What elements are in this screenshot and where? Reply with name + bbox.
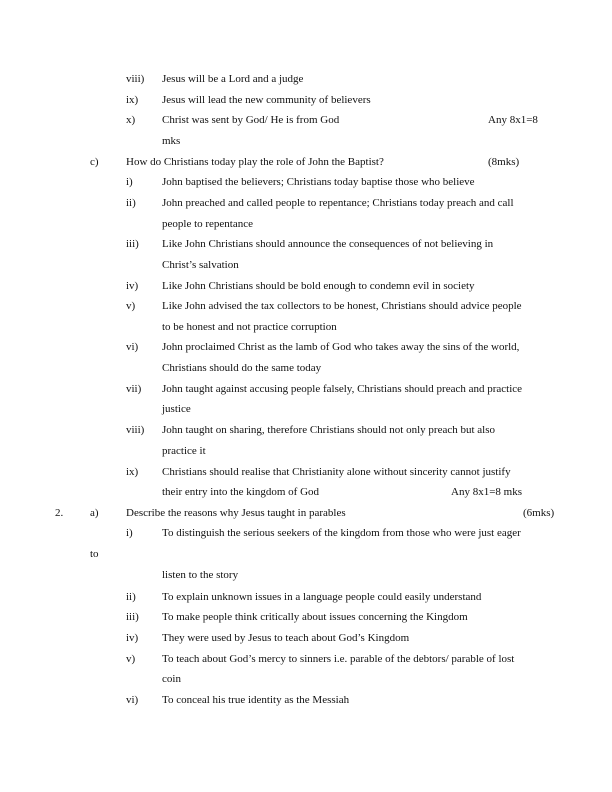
item-text: Christ’s salvation bbox=[162, 259, 239, 271]
item-number: ii) bbox=[126, 197, 136, 209]
item-text: coin bbox=[162, 673, 181, 685]
item-text: To make people think critically about issues concerning the Kingdom bbox=[162, 611, 468, 623]
item-number: vii) bbox=[126, 383, 142, 395]
item-text: John preached and called people to repentance; Christians today preach and call bbox=[162, 197, 514, 209]
item-number: viii) bbox=[126, 73, 145, 85]
item-text: Jesus will be a Lord and a judge bbox=[162, 73, 304, 85]
item-text: John taught against accusing people falsely, Christians should preach and practice bbox=[162, 383, 523, 395]
question-marks: (6mks) bbox=[523, 507, 555, 519]
item-text: To distinguish the serious seekers of the kingdom from those who were just eager bbox=[162, 527, 521, 539]
item-number: viii) bbox=[126, 424, 145, 436]
item-text: Christians should realise that Christianity alone without sincerity cannot justify bbox=[162, 466, 511, 478]
item-text: practice it bbox=[162, 445, 206, 457]
item-number: iv) bbox=[126, 280, 139, 292]
question-text: How do Christians today play the role of John the Baptist? bbox=[126, 156, 384, 168]
question-text: Describe the reasons why Jesus taught in parables bbox=[126, 507, 346, 519]
item-text: to bbox=[90, 548, 99, 560]
question-number: 2. bbox=[55, 507, 64, 519]
item-text: to be honest and not practice corruption bbox=[162, 321, 337, 333]
item-number: vi) bbox=[126, 694, 139, 706]
item-text: people to repentance bbox=[162, 218, 254, 230]
item-number: ix) bbox=[126, 466, 139, 478]
item-number: i) bbox=[126, 527, 133, 539]
item-text: Jesus will lead the new community of believers bbox=[162, 94, 371, 106]
marks-allocation: Any 8x1=8 mks bbox=[451, 486, 522, 498]
item-text: To conceal his true identity as the Messiah bbox=[162, 694, 350, 706]
item-number: ii) bbox=[126, 591, 136, 603]
question-label: a) bbox=[90, 507, 99, 519]
item-number: i) bbox=[126, 176, 133, 188]
question-marks: (8mks) bbox=[488, 156, 520, 168]
item-number: iii) bbox=[126, 611, 139, 623]
item-text: justice bbox=[162, 403, 191, 415]
item-text: To teach about God’s mercy to sinners i.e. parable of the debtors/ parable of lost bbox=[162, 653, 515, 665]
item-text: Like John advised the tax collectors to be honest, Christians should advice people bbox=[162, 300, 522, 312]
item-number: ix) bbox=[126, 94, 139, 106]
item-number: x) bbox=[126, 114, 136, 126]
marks-allocation-cont: mks bbox=[162, 135, 181, 147]
item-text: To explain unknown issues in a language people could easily understand bbox=[162, 591, 482, 603]
item-number: iv) bbox=[126, 632, 139, 644]
item-number: v) bbox=[126, 653, 136, 665]
item-text: Christ was sent by God/ He is from God bbox=[162, 114, 340, 126]
item-text: John taught on sharing, therefore Christians should not only preach but also bbox=[162, 424, 495, 436]
item-text: Christians should do the same today bbox=[162, 362, 322, 374]
item-text: their entry into the kingdom of God bbox=[162, 486, 320, 498]
item-text: Like John Christians should be bold enough to condemn evil in society bbox=[162, 280, 475, 292]
item-number: iii) bbox=[126, 238, 139, 250]
item-text: John proclaimed Christ as the lamb of God who takes away the sins of the world, bbox=[162, 341, 520, 353]
item-number: v) bbox=[126, 300, 136, 312]
item-text: Like John Christians should announce the consequences of not believing in bbox=[162, 238, 494, 250]
item-number: vi) bbox=[126, 341, 139, 353]
marks-allocation: Any 8x1=8 bbox=[488, 114, 538, 126]
item-text: They were used by Jesus to teach about God’s Kingdom bbox=[162, 632, 410, 644]
item-text: John baptised the believers; Christians today baptise those who believe bbox=[162, 176, 475, 188]
question-label: c) bbox=[90, 156, 99, 168]
item-text: listen to the story bbox=[162, 569, 239, 581]
